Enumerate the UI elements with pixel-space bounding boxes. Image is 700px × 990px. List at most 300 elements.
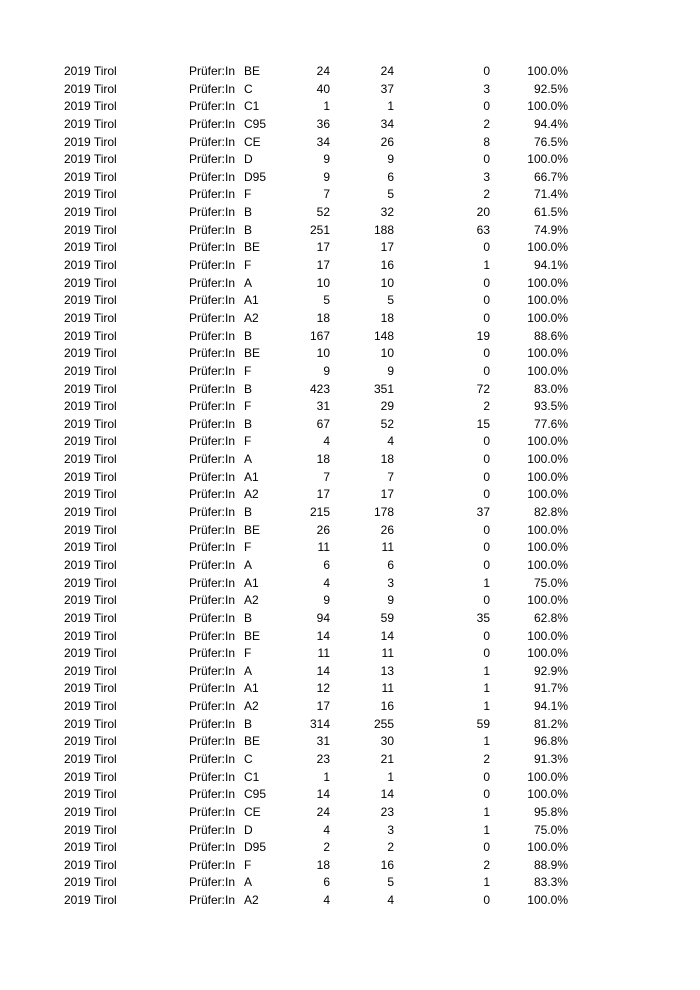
total-count-cell: 2 (323, 840, 330, 855)
year-region-cell: 2019 Tirol (64, 734, 117, 749)
table-row (0, 839, 700, 857)
table-row (0, 822, 700, 840)
total-count-cell: 1 (323, 99, 330, 114)
failed-count-cell: 2 (483, 116, 490, 131)
year-region-cell: 2019 Tirol (64, 293, 117, 308)
license-class-cell: B (244, 610, 253, 625)
table-row (0, 733, 700, 751)
year-region-cell: 2019 Tirol (64, 381, 117, 396)
table-row (0, 804, 700, 822)
table-row (0, 663, 700, 681)
year-region-cell: 2019 Tirol (64, 557, 117, 572)
pass-rate-cell: 88.6% (533, 328, 568, 343)
pass-rate-cell: 100.0% (527, 346, 568, 361)
failed-count-cell: 0 (483, 557, 490, 572)
role-cell: Prüfer:In (189, 522, 236, 537)
failed-count-cell: 0 (483, 64, 490, 78)
passed-count-cell: 255 (373, 716, 394, 731)
license-class-cell: C1 (244, 99, 260, 114)
role-cell: Prüfer:In (189, 769, 236, 784)
failed-count-cell: 20 (476, 205, 490, 220)
failed-count-cell: 35 (476, 610, 490, 625)
table-row (0, 680, 700, 698)
failed-count-cell: 0 (483, 310, 490, 325)
role-cell: Prüfer:In (189, 399, 236, 414)
passed-count-cell: 13 (380, 663, 394, 678)
table-row (0, 628, 700, 646)
table-row (0, 151, 700, 169)
table-row (0, 592, 700, 610)
year-region-cell: 2019 Tirol (64, 822, 117, 837)
table-row (0, 786, 700, 804)
total-count-cell: 36 (316, 116, 330, 131)
license-class-cell: BE (244, 522, 261, 537)
failed-count-cell: 0 (483, 487, 490, 502)
license-class-cell: C (244, 81, 253, 96)
pass-rate-cell: 100.0% (527, 540, 568, 555)
year-region-cell: 2019 Tirol (64, 716, 117, 731)
total-count-cell: 5 (323, 293, 330, 308)
table-row (0, 222, 700, 240)
table-row (0, 751, 700, 769)
role-cell: Prüfer:In (189, 469, 236, 484)
table-row (0, 416, 700, 434)
table-row (0, 857, 700, 875)
passed-count-cell: 10 (380, 275, 394, 290)
failed-count-cell: 72 (476, 381, 490, 396)
year-region-cell: 2019 Tirol (64, 99, 117, 114)
total-count-cell: 17 (316, 240, 330, 255)
pass-rate-cell: 100.0% (527, 452, 568, 467)
year-region-cell: 2019 Tirol (64, 452, 117, 467)
role-cell: Prüfer:In (189, 275, 236, 290)
passed-count-cell: 9 (387, 593, 394, 608)
passed-count-cell: 1 (387, 99, 394, 114)
failed-count-cell: 3 (483, 169, 490, 184)
passed-count-cell: 16 (380, 699, 394, 714)
pass-rate-cell: 83.0% (533, 381, 568, 396)
failed-count-cell: 0 (483, 469, 490, 484)
year-region-cell: 2019 Tirol (64, 434, 117, 449)
passed-count-cell: 9 (387, 363, 394, 378)
passed-count-cell: 26 (380, 522, 394, 537)
total-count-cell: 14 (316, 787, 330, 802)
passed-count-cell: 14 (380, 628, 394, 643)
pass-rate-cell: 100.0% (527, 769, 568, 784)
year-region-cell: 2019 Tirol (64, 205, 117, 220)
year-region-cell: 2019 Tirol (64, 787, 117, 802)
table-row (0, 116, 700, 134)
year-region-cell: 2019 Tirol (64, 116, 117, 131)
role-cell: Prüfer:In (189, 205, 236, 220)
pass-rate-cell: 100.0% (527, 434, 568, 449)
year-region-cell: 2019 Tirol (64, 487, 117, 502)
role-cell: Prüfer:In (189, 222, 236, 237)
license-class-cell: C (244, 751, 253, 766)
role-cell: Prüfer:In (189, 557, 236, 572)
year-region-cell: 2019 Tirol (64, 804, 117, 819)
pass-rate-cell: 61.5% (533, 205, 568, 220)
year-region-cell: 2019 Tirol (64, 328, 117, 343)
passed-count-cell: 52 (380, 416, 394, 431)
failed-count-cell: 0 (483, 628, 490, 643)
passed-count-cell: 6 (387, 169, 394, 184)
passed-count-cell: 3 (387, 575, 394, 590)
year-region-cell: 2019 Tirol (64, 399, 117, 414)
license-class-cell: B (244, 381, 253, 396)
total-count-cell: 52 (316, 205, 330, 220)
pass-rate-cell: 83.3% (533, 875, 568, 890)
pass-rate-cell: 100.0% (527, 363, 568, 378)
year-region-cell: 2019 Tirol (64, 540, 117, 555)
license-class-cell: BE (244, 64, 261, 78)
failed-count-cell: 0 (483, 346, 490, 361)
pass-rate-cell: 96.8% (533, 734, 568, 749)
total-count-cell: 18 (316, 857, 330, 872)
passed-count-cell: 351 (373, 381, 394, 396)
license-class-cell: A (244, 452, 253, 467)
failed-count-cell: 1 (483, 575, 490, 590)
failed-count-cell: 0 (483, 540, 490, 555)
year-region-cell: 2019 Tirol (64, 416, 117, 431)
passed-count-cell: 14 (380, 787, 394, 802)
role-cell: Prüfer:In (189, 99, 236, 114)
role-cell: Prüfer:In (189, 716, 236, 731)
table-row (0, 398, 700, 416)
total-count-cell: 7 (323, 469, 330, 484)
table-row (0, 522, 700, 540)
failed-count-cell: 2 (483, 187, 490, 202)
role-cell: Prüfer:In (189, 699, 236, 714)
role-cell: Prüfer:In (189, 169, 236, 184)
role-cell: Prüfer:In (189, 663, 236, 678)
pass-rate-cell: 91.7% (533, 681, 568, 696)
table-row (0, 328, 700, 346)
passed-count-cell: 18 (380, 310, 394, 325)
year-region-cell: 2019 Tirol (64, 593, 117, 608)
year-region-cell: 2019 Tirol (64, 840, 117, 855)
total-count-cell: 24 (316, 64, 330, 78)
pass-rate-cell: 93.5% (533, 399, 568, 414)
license-class-cell: A (244, 875, 253, 890)
total-count-cell: 423 (309, 381, 330, 396)
passed-count-cell: 17 (380, 487, 394, 502)
table-row (0, 134, 700, 152)
license-class-cell: B (244, 505, 253, 520)
license-class-cell: C95 (244, 787, 267, 802)
passed-count-cell: 148 (373, 328, 394, 343)
failed-count-cell: 0 (483, 840, 490, 855)
table-row (0, 469, 700, 487)
license-class-cell: A1 (244, 681, 259, 696)
pass-rate-cell: 81.2% (533, 716, 568, 731)
license-class-cell: F (244, 187, 252, 202)
total-count-cell: 34 (316, 134, 330, 149)
license-class-cell: F (244, 857, 252, 872)
passed-count-cell: 32 (380, 205, 394, 220)
role-cell: Prüfer:In (189, 381, 236, 396)
failed-count-cell: 0 (483, 152, 490, 167)
license-class-cell: B (244, 416, 253, 431)
license-class-cell: A2 (244, 893, 259, 908)
pass-rate-cell: 100.0% (527, 240, 568, 255)
total-count-cell: 6 (323, 875, 330, 890)
passed-count-cell: 23 (380, 804, 394, 819)
total-count-cell: 1 (323, 769, 330, 784)
passed-count-cell: 5 (387, 293, 394, 308)
total-count-cell: 7 (323, 187, 330, 202)
year-region-cell: 2019 Tirol (64, 699, 117, 714)
year-region-cell: 2019 Tirol (64, 134, 117, 149)
passed-count-cell: 24 (380, 64, 394, 78)
role-cell: Prüfer:In (189, 681, 236, 696)
role-cell: Prüfer:In (189, 346, 236, 361)
license-class-cell: B (244, 222, 253, 237)
year-region-cell: 2019 Tirol (64, 275, 117, 290)
table-row (0, 239, 700, 257)
failed-count-cell: 1 (483, 258, 490, 273)
role-cell: Prüfer:In (189, 64, 236, 78)
total-count-cell: 94 (316, 610, 330, 625)
passed-count-cell: 21 (380, 751, 394, 766)
table-row (0, 275, 700, 293)
passed-count-cell: 1 (387, 769, 394, 784)
passed-count-cell: 9 (387, 152, 394, 167)
table-row (0, 504, 700, 522)
passed-count-cell: 6 (387, 557, 394, 572)
failed-count-cell: 2 (483, 857, 490, 872)
pass-rate-cell: 100.0% (527, 64, 568, 78)
total-count-cell: 4 (323, 893, 330, 908)
pass-rate-cell: 62.8% (533, 610, 568, 625)
license-class-cell: F (244, 363, 252, 378)
year-region-cell: 2019 Tirol (64, 681, 117, 696)
table-row (0, 257, 700, 275)
failed-count-cell: 63 (476, 222, 490, 237)
total-count-cell: 4 (323, 822, 330, 837)
pass-rate-cell: 77.6% (533, 416, 568, 431)
pass-rate-cell: 71.4% (533, 187, 568, 202)
passed-count-cell: 30 (380, 734, 394, 749)
table-row (0, 698, 700, 716)
passed-count-cell: 37 (380, 81, 394, 96)
license-class-cell: BE (244, 346, 261, 361)
pass-rate-cell: 92.9% (533, 663, 568, 678)
pass-rate-cell: 82.8% (533, 505, 568, 520)
table-row (0, 486, 700, 504)
failed-count-cell: 19 (476, 328, 490, 343)
failed-count-cell: 1 (483, 804, 490, 819)
passed-count-cell: 5 (387, 875, 394, 890)
year-region-cell: 2019 Tirol (64, 663, 117, 678)
failed-count-cell: 0 (483, 275, 490, 290)
year-region-cell: 2019 Tirol (64, 522, 117, 537)
failed-count-cell: 0 (483, 522, 490, 537)
passed-count-cell: 10 (380, 346, 394, 361)
table-row (0, 81, 700, 99)
table-row (0, 716, 700, 734)
table-row (0, 451, 700, 469)
pass-rate-cell: 100.0% (527, 557, 568, 572)
pass-rate-cell: 100.0% (527, 469, 568, 484)
table-row (0, 381, 700, 399)
passed-count-cell: 7 (387, 469, 394, 484)
year-region-cell: 2019 Tirol (64, 893, 117, 908)
table-row (0, 433, 700, 451)
year-region-cell: 2019 Tirol (64, 310, 117, 325)
year-region-cell: 2019 Tirol (64, 346, 117, 361)
table-row (0, 186, 700, 204)
pass-rate-cell: 94.4% (533, 116, 568, 131)
total-count-cell: 40 (316, 81, 330, 96)
license-class-cell: B (244, 716, 253, 731)
role-cell: Prüfer:In (189, 822, 236, 837)
role-cell: Prüfer:In (189, 81, 236, 96)
role-cell: Prüfer:In (189, 505, 236, 520)
table-row (0, 769, 700, 787)
failed-count-cell: 1 (483, 699, 490, 714)
role-cell: Prüfer:In (189, 575, 236, 590)
passed-count-cell: 4 (387, 434, 394, 449)
failed-count-cell: 1 (483, 822, 490, 837)
pass-rate-cell: 94.1% (533, 258, 568, 273)
passed-count-cell: 34 (380, 116, 394, 131)
year-region-cell: 2019 Tirol (64, 222, 117, 237)
failed-count-cell: 0 (483, 293, 490, 308)
role-cell: Prüfer:In (189, 751, 236, 766)
pass-rate-cell: 100.0% (527, 487, 568, 502)
total-count-cell: 26 (316, 522, 330, 537)
failed-count-cell: 2 (483, 399, 490, 414)
license-class-cell: F (244, 258, 252, 273)
failed-count-cell: 0 (483, 363, 490, 378)
passed-count-cell: 16 (380, 258, 394, 273)
year-region-cell: 2019 Tirol (64, 363, 117, 378)
failed-count-cell: 1 (483, 875, 490, 890)
license-class-cell: F (244, 399, 252, 414)
role-cell: Prüfer:In (189, 363, 236, 378)
license-class-cell: BE (244, 628, 261, 643)
year-region-cell: 2019 Tirol (64, 646, 117, 661)
role-cell: Prüfer:In (189, 857, 236, 872)
failed-count-cell: 0 (483, 434, 490, 449)
role-cell: Prüfer:In (189, 152, 236, 167)
failed-count-cell: 0 (483, 593, 490, 608)
license-class-cell: A1 (244, 469, 259, 484)
year-region-cell: 2019 Tirol (64, 769, 117, 784)
license-class-cell: A (244, 275, 253, 290)
year-region-cell: 2019 Tirol (64, 575, 117, 590)
total-count-cell: 4 (323, 575, 330, 590)
license-class-cell: A (244, 663, 253, 678)
year-region-cell: 2019 Tirol (64, 187, 117, 202)
pass-rate-cell: 75.0% (533, 575, 568, 590)
total-count-cell: 215 (309, 505, 330, 520)
table-row (0, 310, 700, 328)
license-class-cell: CE (244, 134, 261, 149)
table-row (0, 345, 700, 363)
role-cell: Prüfer:In (189, 134, 236, 149)
total-count-cell: 24 (316, 804, 330, 819)
role-cell: Prüfer:In (189, 187, 236, 202)
license-class-cell: BE (244, 734, 261, 749)
failed-count-cell: 3 (483, 81, 490, 96)
pass-rate-cell: 100.0% (527, 152, 568, 167)
license-class-cell: A2 (244, 310, 259, 325)
total-count-cell: 12 (316, 681, 330, 696)
role-cell: Prüfer:In (189, 840, 236, 855)
table-row (0, 874, 700, 892)
role-cell: Prüfer:In (189, 893, 236, 908)
total-count-cell: 14 (316, 663, 330, 678)
role-cell: Prüfer:In (189, 487, 236, 502)
total-count-cell: 67 (316, 416, 330, 431)
pass-rate-cell: 88.9% (533, 857, 568, 872)
pass-rate-cell: 100.0% (527, 646, 568, 661)
failed-count-cell: 1 (483, 663, 490, 678)
total-count-cell: 18 (316, 452, 330, 467)
table-row (0, 169, 700, 187)
table-row (0, 575, 700, 593)
passed-count-cell: 16 (380, 857, 394, 872)
role-cell: Prüfer:In (189, 593, 236, 608)
year-region-cell: 2019 Tirol (64, 628, 117, 643)
total-count-cell: 10 (316, 346, 330, 361)
year-region-cell: 2019 Tirol (64, 258, 117, 273)
pass-rate-cell: 100.0% (527, 628, 568, 643)
role-cell: Prüfer:In (189, 804, 236, 819)
year-region-cell: 2019 Tirol (64, 857, 117, 872)
failed-count-cell: 8 (483, 134, 490, 149)
table-row (0, 557, 700, 575)
failed-count-cell: 0 (483, 99, 490, 114)
license-class-cell: B (244, 328, 253, 343)
year-region-cell: 2019 Tirol (64, 751, 117, 766)
license-class-cell: F (244, 540, 252, 555)
failed-count-cell: 0 (483, 787, 490, 802)
role-cell: Prüfer:In (189, 540, 236, 555)
year-region-cell: 2019 Tirol (64, 875, 117, 890)
passed-count-cell: 18 (380, 452, 394, 467)
total-count-cell: 31 (316, 399, 330, 414)
pass-rate-cell: 100.0% (527, 99, 568, 114)
passed-count-cell: 59 (380, 610, 394, 625)
failed-count-cell: 0 (483, 240, 490, 255)
license-class-cell: D95 (244, 840, 267, 855)
license-class-cell: A1 (244, 575, 259, 590)
pass-rate-cell: 91.3% (533, 751, 568, 766)
total-count-cell: 251 (309, 222, 330, 237)
failed-count-cell: 0 (483, 452, 490, 467)
table-row (0, 539, 700, 557)
total-count-cell: 9 (323, 152, 330, 167)
table-row (0, 292, 700, 310)
role-cell: Prüfer:In (189, 646, 236, 661)
total-count-cell: 17 (316, 487, 330, 502)
failed-count-cell: 0 (483, 646, 490, 661)
total-count-cell: 14 (316, 628, 330, 643)
license-class-cell: A2 (244, 699, 259, 714)
year-region-cell: 2019 Tirol (64, 469, 117, 484)
passed-count-cell: 26 (380, 134, 394, 149)
pass-rate-cell: 100.0% (527, 293, 568, 308)
pass-rate-cell: 94.1% (533, 699, 568, 714)
passed-count-cell: 29 (380, 399, 394, 414)
license-class-cell: C95 (244, 116, 267, 131)
total-count-cell: 11 (317, 540, 330, 555)
total-count-cell: 31 (316, 734, 330, 749)
table-row (0, 363, 700, 381)
